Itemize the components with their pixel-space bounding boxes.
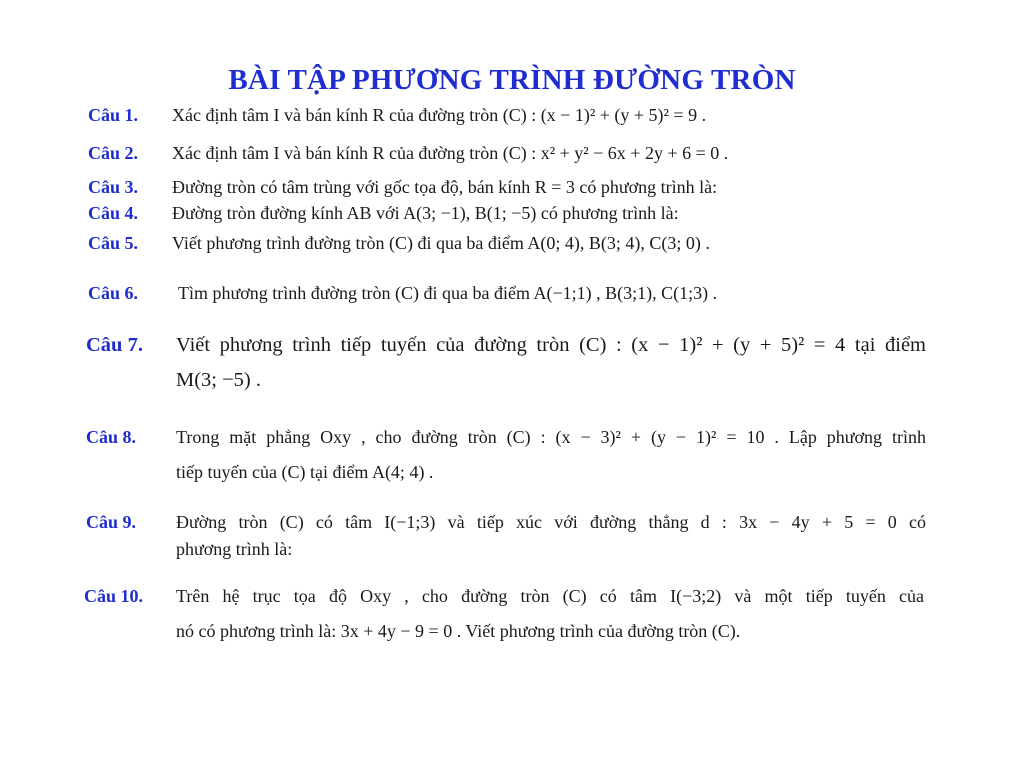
question-text: tiếp tuyến của (C) tại điểm A(4; 4) . — [176, 462, 434, 482]
question-label: Câu 4. — [88, 203, 139, 223]
question-text: Xác định tâm I và bán kính R của đường tròn (C) : (x − 1)² + (y + 5)² = 9 . — [172, 105, 707, 125]
question-label: Câu 9. — [86, 512, 137, 532]
question-label: Câu 5. — [88, 233, 139, 253]
question-label: Câu 7. — [86, 334, 143, 356]
question-text: Viết phương trình đường tròn (C) đi qua ba điểm A(0; 4), B(3; 4), C(3; 0) . — [172, 233, 710, 253]
question-label: Câu 2. — [88, 143, 139, 163]
question-label: Câu 10. — [84, 586, 144, 606]
worksheet-title: BÀI TẬP PHƯƠNG TRÌNH ĐƯỜNG TRÒN — [228, 64, 796, 96]
question-text: nó có phương trình là: 3x + 4y − 9 = 0 . Viết phương trình của đường tròn (C). — [176, 621, 741, 641]
question-label: Câu 1. — [88, 105, 139, 125]
question-text: Đường tròn có tâm trùng với gốc tọa độ, bán kính R = 3 có phương trình là: — [172, 177, 718, 197]
question-text: Viết phương trình tiếp tuyến của đường tròn (C) : (x − 1)² + (y + 5)² = 4 tại điểm — [176, 334, 926, 356]
question-text: M(3; −5) . — [176, 369, 262, 391]
question-label: Câu 8. — [86, 427, 137, 447]
question-text: Trên hệ trục tọa độ Oxy , cho đường tròn (C) có tâm I(−3;2) và một tiếp tuyến của — [176, 586, 924, 606]
question-text: Trong mặt phẳng Oxy , cho đường tròn (C) : (x − 3)² + (y − 1)² = 10 . Lập phương trình — [176, 427, 926, 447]
question-text: Đường tròn (C) có tâm I(−1;3) và tiếp xúc với đường thẳng d : 3x − 4y + 5 = 0 có — [176, 512, 926, 532]
question-text: phương trình là: — [176, 539, 293, 559]
question-label: Câu 6. — [88, 283, 139, 303]
question-text: Đường tròn đường kính AB với A(3; −1), B(1; −5) có phương trình là: — [172, 203, 679, 223]
question-label: Câu 3. — [88, 177, 139, 197]
question-text: Tìm phương trình đường tròn (C) đi qua ba điểm A(−1;1) , B(3;1), C(1;3) . — [178, 283, 718, 303]
question-text: Xác định tâm I và bán kính R của đường tròn (C) : x² + y² − 6x + 2y + 6 = 0 . — [172, 143, 729, 163]
